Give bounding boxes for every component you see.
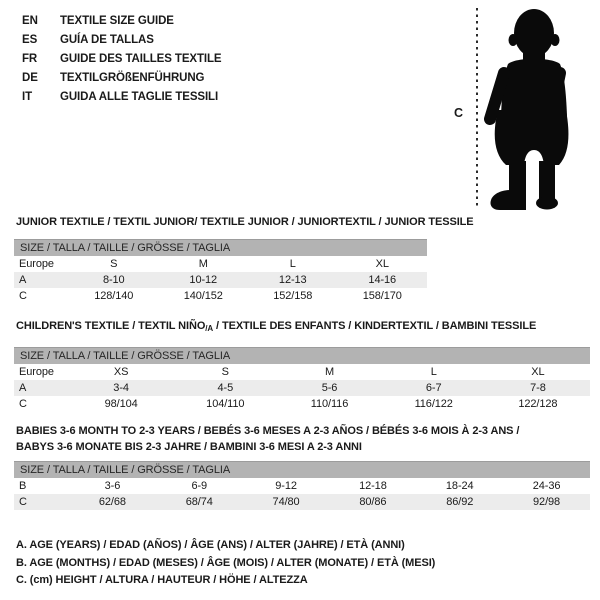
table-cell: 7-8 [530, 382, 546, 394]
legend-line-a: A. AGE (YEARS) / EDAD (AÑOS) / ÂGE (ANS) / ALTER (JAHRE) / ETÀ (ANNI) [16, 539, 405, 551]
title-line: BABYS 3-6 MONATE BIS 2-3 JAHRE / BAMBINI 3-6 MESI A 2-3 ANNI [16, 441, 362, 453]
table-cell: M [198, 258, 208, 270]
measurement-legend [16, 537, 435, 590]
table-cell: 92/98 [533, 496, 561, 508]
table-cell: 74/80 [272, 496, 300, 508]
language-title: TEXTILGRÖßENFÜHRUNG [60, 71, 205, 84]
table-row [14, 288, 427, 304]
language-list [22, 11, 222, 106]
table-cell: 140/152 [183, 290, 223, 302]
height-measure-line [476, 8, 478, 209]
table-row [14, 256, 427, 272]
table-cell: 6-9 [191, 480, 208, 492]
row-label: C [19, 496, 27, 508]
table-cell: 86/92 [446, 496, 474, 508]
language-title: TEXTILE SIZE GUIDE [60, 14, 174, 27]
table-cell: 152/158 [273, 290, 313, 302]
language-row [22, 49, 222, 68]
junior-table-title: JUNIOR TEXTILE / TEXTIL JUNIOR/ TEXTILE JUNIOR / JUNIORTEXTIL / JUNIOR TESSILE [16, 216, 474, 228]
table-header-bar: SIZE / TALLA / TAILLE / GRÖSSE / TAGLIA [14, 461, 590, 478]
table-cell: 122/128 [518, 398, 558, 410]
table-cell: 158/170 [362, 290, 402, 302]
table-cell: 6-7 [425, 382, 442, 394]
table-cell: 10-12 [189, 274, 218, 286]
language-row [22, 11, 222, 30]
row-label: Europe [19, 258, 54, 270]
children-size-table [14, 347, 590, 412]
table-cell: 3-6 [104, 480, 121, 492]
babies-size-table [14, 461, 590, 510]
table-cell: 14-16 [368, 274, 397, 286]
table-cell: XL [375, 258, 389, 270]
table-cell: 12-13 [278, 274, 307, 286]
table-cell: 24-36 [532, 480, 561, 492]
table-cell: XL [531, 366, 545, 378]
baby-silhouette-icon [484, 6, 574, 210]
language-code: EN [22, 14, 38, 27]
table-cell: 8-10 [102, 274, 125, 286]
row-label: C [19, 398, 27, 410]
title-text: / TEXTILE DES ENFANTS / KINDERTEXTIL / BAMBINI TESSILE [213, 320, 537, 332]
table-cell: 18-24 [445, 480, 474, 492]
table-cell: 128/140 [94, 290, 134, 302]
table-cell: M [324, 366, 335, 378]
table-cell: 98/104 [104, 398, 138, 410]
language-row [22, 87, 222, 106]
table-row [14, 494, 590, 510]
table-header-bar: SIZE / TALLA / TAILLE / GRÖSSE / TAGLIA [14, 239, 427, 256]
table-cell: L [289, 258, 296, 270]
table-cell: XS [113, 366, 129, 378]
table-row [14, 478, 590, 494]
babies-table-title [16, 423, 519, 455]
language-row [22, 30, 222, 49]
table-row [14, 396, 590, 412]
table-cell: S [110, 258, 118, 270]
language-title: GUIDE DES TAILLES TEXTILE [60, 52, 222, 65]
table-cell: 68/74 [185, 496, 213, 508]
language-code: FR [22, 52, 38, 65]
table-cell: 3-4 [113, 382, 129, 394]
language-code: DE [22, 71, 38, 84]
table-row [14, 380, 590, 396]
row-label: A [19, 274, 27, 286]
title-subscript: /A [205, 324, 214, 333]
table-cell: 12-18 [359, 480, 387, 492]
legend-line-c: C. (cm) HEIGHT / ALTURA / HAUTEUR / HÖHE / ALTEZZA [16, 574, 308, 586]
row-label: Europe [19, 366, 54, 378]
table-cell: 9-12 [275, 480, 297, 492]
table-cell: 5-6 [321, 382, 338, 394]
title-line: BABIES 3-6 MONTH TO 2-3 YEARS / BEBÉS 3-6 MESES A 2-3 AÑOS / BÉBÉS 3-6 MOIS À 2-3 ANS / [16, 425, 520, 437]
table-cell: S [221, 366, 229, 378]
children-table-title [16, 320, 536, 333]
title-text: CHILDREN'S TEXTILE / TEXTIL NIÑO [16, 320, 206, 332]
table-cell: 62/68 [98, 496, 126, 508]
language-row [22, 68, 222, 87]
table-row [14, 272, 427, 288]
legend-line-b: B. AGE (MONTHS) / EDAD (MESES) / ÂGE (MOIS) / ALTER (MONATE) / ETÀ (MESI) [16, 556, 436, 569]
table-cell: 110/116 [310, 398, 349, 410]
row-label: B [19, 480, 27, 492]
language-title: GUIDA ALLE TAGLIE TESSILI [60, 90, 219, 103]
table-cell: 4-5 [217, 382, 234, 394]
row-label: A [19, 382, 27, 394]
language-code: ES [22, 33, 38, 46]
table-row [14, 364, 590, 380]
language-code: IT [22, 90, 33, 103]
table-header-bar: SIZE / TALLA / TAILLE / GRÖSSE / TAGLIA [14, 347, 590, 364]
table-cell: 104/110 [206, 398, 245, 410]
table-cell: L [430, 366, 437, 378]
height-measure-label: C [454, 106, 464, 120]
table-cell: 80/86 [359, 496, 387, 508]
junior-size-table [14, 239, 427, 304]
row-label: C [19, 290, 27, 302]
language-title: GUÍA DE TALLAS [60, 33, 154, 46]
table-cell: 116/122 [414, 398, 453, 410]
